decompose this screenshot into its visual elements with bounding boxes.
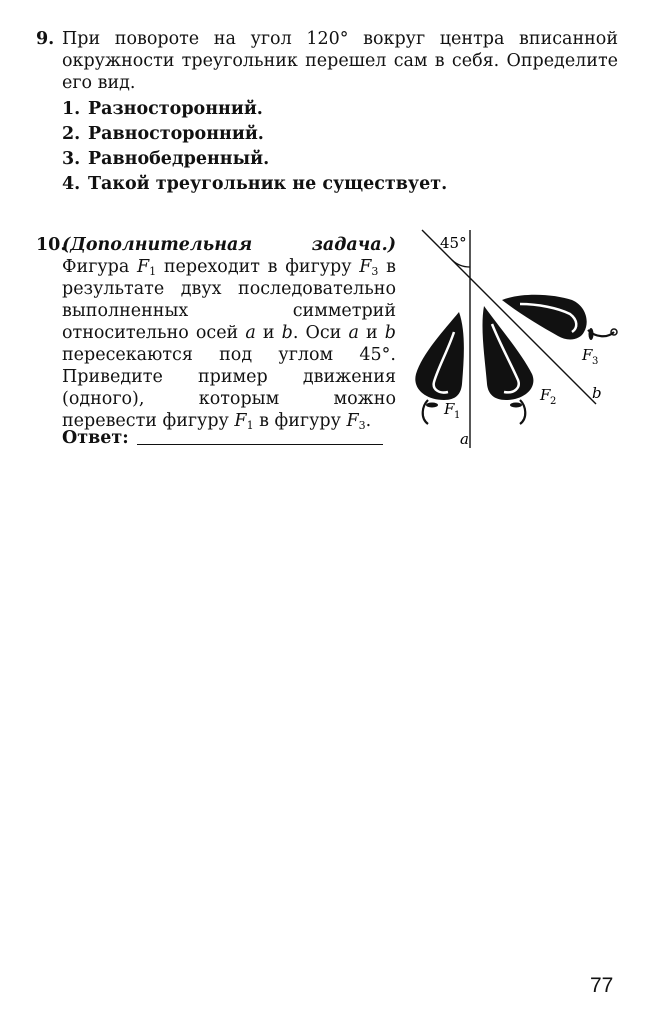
question-number: 10. <box>36 235 67 255</box>
option-2 <box>62 123 264 145</box>
f3-label: F <box>582 346 593 364</box>
text-fragment: . Оси <box>292 323 342 343</box>
f1-label: F <box>444 400 455 418</box>
option-number: 4. <box>62 174 81 194</box>
figure-symbol: F <box>359 257 372 277</box>
extra-task-label: (Дополнительная задача.) <box>62 235 396 255</box>
option-label: Равнобедренный. <box>88 149 270 169</box>
f1-subscript: 1 <box>454 410 461 421</box>
axis-b-label: b <box>592 384 602 402</box>
text-fragment: в результате двух последовательно выполненных симметрий относительно осей <box>62 257 396 343</box>
option-3 <box>62 148 269 170</box>
text-fragment: . <box>365 411 372 431</box>
axis-symbol: a <box>348 323 359 343</box>
symmetry-figure <box>404 224 626 450</box>
axis-symbol: b <box>281 323 293 343</box>
text-fragment: пересекаются под углом 45°. Приведите пример движения (одного), которым можно перевести фигуру <box>62 345 396 431</box>
answer-field <box>62 428 383 448</box>
f2-subscript: 2 <box>550 396 557 407</box>
figure-subscript: 1 <box>246 419 254 432</box>
option-label: Такой треугольник не существует. <box>88 174 448 194</box>
f2-label: F <box>540 386 551 404</box>
axis-a-label: a <box>460 430 469 448</box>
figure-subscript: 3 <box>371 265 379 278</box>
question-text: При повороте на угол 120° вокруг центра вписанной окружности треугольник перешел сам в себя. Определите его вид. <box>62 29 618 93</box>
option-number: 1. <box>62 99 81 119</box>
answer-line <box>137 444 383 445</box>
option-label: Разносторонний. <box>88 99 263 119</box>
angle-label: 45° <box>440 234 467 252</box>
option-4 <box>62 173 447 195</box>
text-fragment: и <box>262 323 275 343</box>
figure-symbol: F <box>234 411 247 431</box>
option-1 <box>62 98 263 120</box>
answer-label: Ответ: <box>62 428 129 448</box>
option-number: 2. <box>62 124 81 144</box>
f3-subscript: 3 <box>592 356 599 367</box>
figure-symbol: F <box>346 411 359 431</box>
figure-symbol: F <box>137 257 150 277</box>
axis-symbol: a <box>245 323 256 343</box>
text-fragment: переходит в фигуру <box>163 257 352 277</box>
text-fragment: Фигура <box>62 257 130 277</box>
question-number: 9. <box>36 29 55 49</box>
figure-subscript: 3 <box>358 419 366 432</box>
option-number: 3. <box>62 149 81 169</box>
figure-f3-shape <box>502 295 617 340</box>
figure-f2-shape <box>482 306 533 424</box>
figure-subscript: 1 <box>149 265 157 278</box>
text-fragment: и <box>366 323 378 343</box>
question-text <box>62 234 396 432</box>
axis-symbol: b <box>384 323 396 343</box>
option-label: Равносторонний. <box>88 124 264 144</box>
text-fragment: в фигуру <box>259 411 341 431</box>
page-number: 77 <box>590 974 614 997</box>
figure-f1-shape <box>415 312 464 424</box>
